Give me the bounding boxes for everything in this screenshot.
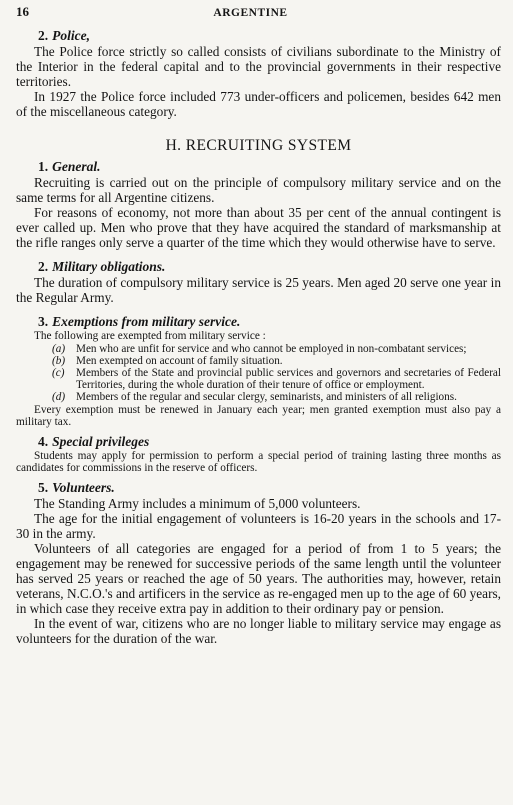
volunteers-paragraph-3: Volunteers of all categories are engaged for a period of from 1 to 5 years; the engagement may be renewed for successive periods of the same length until the volunteer has served 25 years or reached the age of 50 years. The authorities may, however, retain veterans, N.C.O.'s and artificers in the service as re-engaged men up to the age of 60 years, in which case they receive extra pay in addition to their ordinary pay or pension.	[16, 540, 501, 616]
exemptions-note: Every exemption must be renewed in January each year; men granted exemption must also pay a military tax.	[16, 403, 501, 429]
general-heading	[16, 159, 501, 175]
exemption-text: Men who are unfit for service and who cannot be employed in non-combatant services;	[76, 342, 467, 355]
exemption-item	[52, 367, 501, 391]
exemptions-heading	[16, 314, 501, 330]
special-heading	[16, 434, 501, 450]
police-paragraph-2: In 1927 the Police force included 773 under-officers and policemen, besides 642 men of the miscellaneous category.	[16, 89, 501, 119]
exemption-item	[52, 355, 501, 367]
exemption-text: Men exempted on account of family situation.	[76, 354, 283, 367]
obligations-heading-text: Military obligations.	[52, 259, 166, 274]
exemptions-list	[16, 343, 501, 404]
volunteers-heading	[16, 480, 501, 496]
exemption-text: Members of the State and provincial public services and governors and secretaries of Federal Territories, during the whole duration of their tenure of office or employment.	[76, 367, 501, 392]
obligations-heading	[16, 259, 501, 275]
police-paragraph-1: The Police force strictly so called consists of civilians subordinate to the Ministry of the Interior in the federal capital and to the provincial governments in their respective territories.	[16, 44, 501, 89]
volunteers-heading-text: Volunteers.	[52, 479, 115, 495]
police-heading	[16, 28, 501, 44]
volunteers-heading-number: 5.	[38, 479, 49, 495]
exemptions-heading-number: 3.	[38, 314, 49, 329]
police-heading-number: 2.	[38, 28, 49, 43]
page-number: 16	[16, 4, 29, 19]
exemptions-intro: The following are exempted from military service :	[34, 330, 266, 342]
special-paragraph-1: Students may apply for permission to perform a special period of training lasting three months as candidates for commissions in the reserve of officers.	[16, 449, 501, 475]
exemption-label: (c)	[52, 367, 65, 379]
running-title: ARGENTINE	[213, 7, 288, 19]
running-header	[16, 0, 501, 28]
obligations-paragraph-1: The duration of compulsory military service is 25 years. Men aged 20 serve one year in the Regular Army.	[16, 275, 501, 305]
general-paragraph-1: Recruiting is carried out on the principle of compulsory military service and on the same terms for all Argentine citizens.	[16, 175, 501, 205]
exemption-label: (b)	[52, 354, 66, 367]
obligations-heading-number: 2.	[38, 259, 49, 274]
special-heading-text: Special privileges	[52, 433, 150, 449]
general-heading-text: General.	[52, 159, 101, 174]
exemption-label: (a)	[52, 342, 66, 355]
volunteers-paragraph-4: In the event of war, citizens who are no longer liable to military service may engage as volunteers for the duration of the war.	[16, 615, 501, 646]
general-paragraph-2: For reasons of economy, not more than about 35 per cent of the annual contingent is ever called up. Men who prove that they have acquired the standard of marksmanship at the rifle ranges only serve a quarter of the time which they would otherwise have to serve.	[16, 205, 501, 250]
special-heading-number: 4.	[38, 433, 49, 449]
section-title: H. RECRUITING SYSTEM	[165, 137, 352, 154]
exemption-text: Members of the regular and secular clergy, seminarists, and ministers of all religions.	[76, 391, 457, 404]
exemption-item	[52, 391, 501, 403]
volunteers-paragraph-2: The age for the initial engagement of volunteers is 16-20 years in the schools and 17-30 in the army.	[16, 510, 501, 541]
exemption-item	[52, 343, 501, 355]
volunteers-paragraph-1: The Standing Army includes a minimum of 5,000 volunteers.	[34, 495, 361, 511]
police-heading-text: Police,	[52, 28, 90, 43]
exemption-label: (d)	[52, 391, 66, 404]
general-heading-number: 1.	[38, 159, 49, 174]
exemptions-heading-text: Exemptions from military service.	[52, 314, 241, 329]
